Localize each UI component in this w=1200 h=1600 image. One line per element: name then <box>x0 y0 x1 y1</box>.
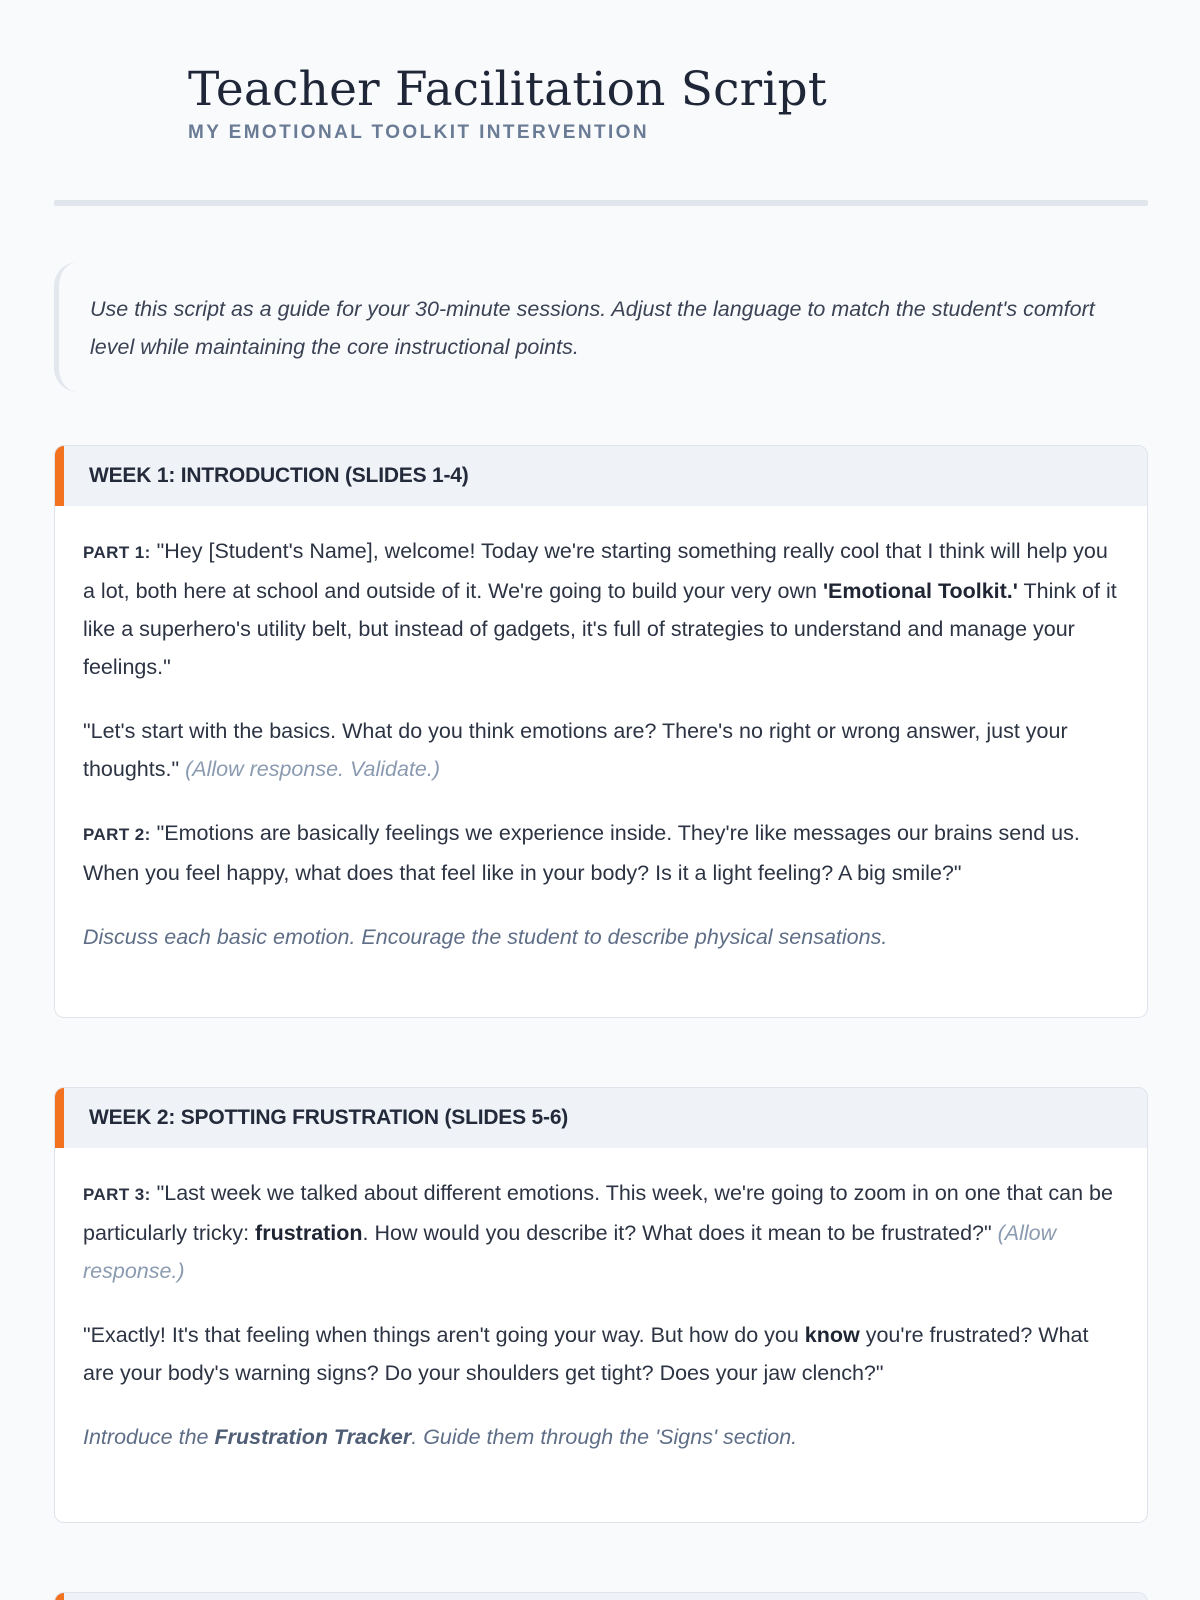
part-2-label: PART 2: <box>83 825 151 844</box>
part-3-text-a: "Last week we talked about different emotions. This week, we're going to zoom in on one that can be particularly tricky: <box>83 1181 1113 1245</box>
header-divider <box>54 200 1148 206</box>
week-1-title: WEEK 1: INTRODUCTION (SLIDES 1-4) <box>89 464 469 487</box>
week-2-paragraph-2-text-a: "Exactly! It's that feeling when things aren't going your way. But how do you <box>83 1323 805 1347</box>
week-2-title: WEEK 2: SPOTTING FRUSTRATION (SLIDES 5-6) <box>89 1106 569 1129</box>
part-1-label: PART 1: <box>83 543 151 562</box>
week-1-body <box>55 506 1147 986</box>
week-2-body <box>55 1148 1147 1486</box>
week-2-paragraph-2 <box>83 1316 1117 1392</box>
week-3-header <box>55 1593 1147 1600</box>
part-3-text-b: . How would you describe it? What does it mean to be frustrated?" <box>362 1221 992 1245</box>
page-subtitle: MY EMOTIONAL TOOLKIT INTERVENTION <box>188 122 649 144</box>
document-header <box>188 62 827 144</box>
part-1-text-a: "Hey [Student's Name], welcome! Today we're starting something really cool that I think will help you a lot, both here at school and outside of it. We're going to build your very own <box>83 539 1108 603</box>
page-title: Teacher Facilitation Script <box>188 62 827 117</box>
part-3-aside: (Allow response.) <box>83 1221 1057 1283</box>
week-3-card <box>54 1592 1148 1600</box>
intro-callout <box>54 262 1148 392</box>
week-1-part-2 <box>83 814 1117 892</box>
week-1-header <box>55 446 1147 506</box>
week-1-facilitator-note: Discuss each basic emotion. Encourage the student to describe physical sensations. <box>83 925 888 949</box>
part-1-text-b: Think of it like a superhero's utility belt, but instead of gadgets, it's full of strategies to understand and manage your feelings." <box>83 579 1117 679</box>
intro-text: Use this script as a guide for your 30-minute sessions. Adjust the language to match the student's comfort level while maintaining the core instructional points. <box>90 297 1095 359</box>
part-3-bold: frustration <box>255 1221 363 1245</box>
week-1-paragraph-2 <box>83 712 1117 788</box>
week-2-note-bold: Frustration Tracker <box>214 1425 412 1449</box>
part-3-label: PART 3: <box>83 1185 151 1204</box>
week-1-card <box>54 445 1148 1018</box>
week-1-paragraph-2-text: "Let's start with the basics. What do you think emotions are? There's no right or wrong answer, just your thoughts." <box>83 719 1068 781</box>
week-2-note-text-b: . Guide them through the 'Signs' section. <box>411 1425 798 1449</box>
week-2-paragraph-2-text-b: you're frustrated? What are your body's warning signs? Do your shoulders get tight? Does your jaw clench?" <box>83 1323 1089 1385</box>
part-2-text: "Emotions are basically feelings we experience inside. They're like messages our brains send us. When you feel happy, what does that feel like in your body? Is it a light feeling? A big smile?" <box>83 821 1080 885</box>
week-2-note-text-a: Introduce the <box>83 1425 215 1449</box>
week-2-card <box>54 1087 1148 1523</box>
week-2-part-3 <box>83 1174 1117 1290</box>
week-1-paragraph-2-aside: (Allow response. Validate.) <box>185 757 441 781</box>
week-2-header <box>55 1088 1147 1148</box>
week-1-part-1 <box>83 532 1117 686</box>
part-1-bold: 'Emotional Toolkit.' <box>822 579 1018 603</box>
week-2-paragraph-2-bold: know <box>804 1323 860 1347</box>
week-2-facilitator-note <box>83 1418 1117 1456</box>
